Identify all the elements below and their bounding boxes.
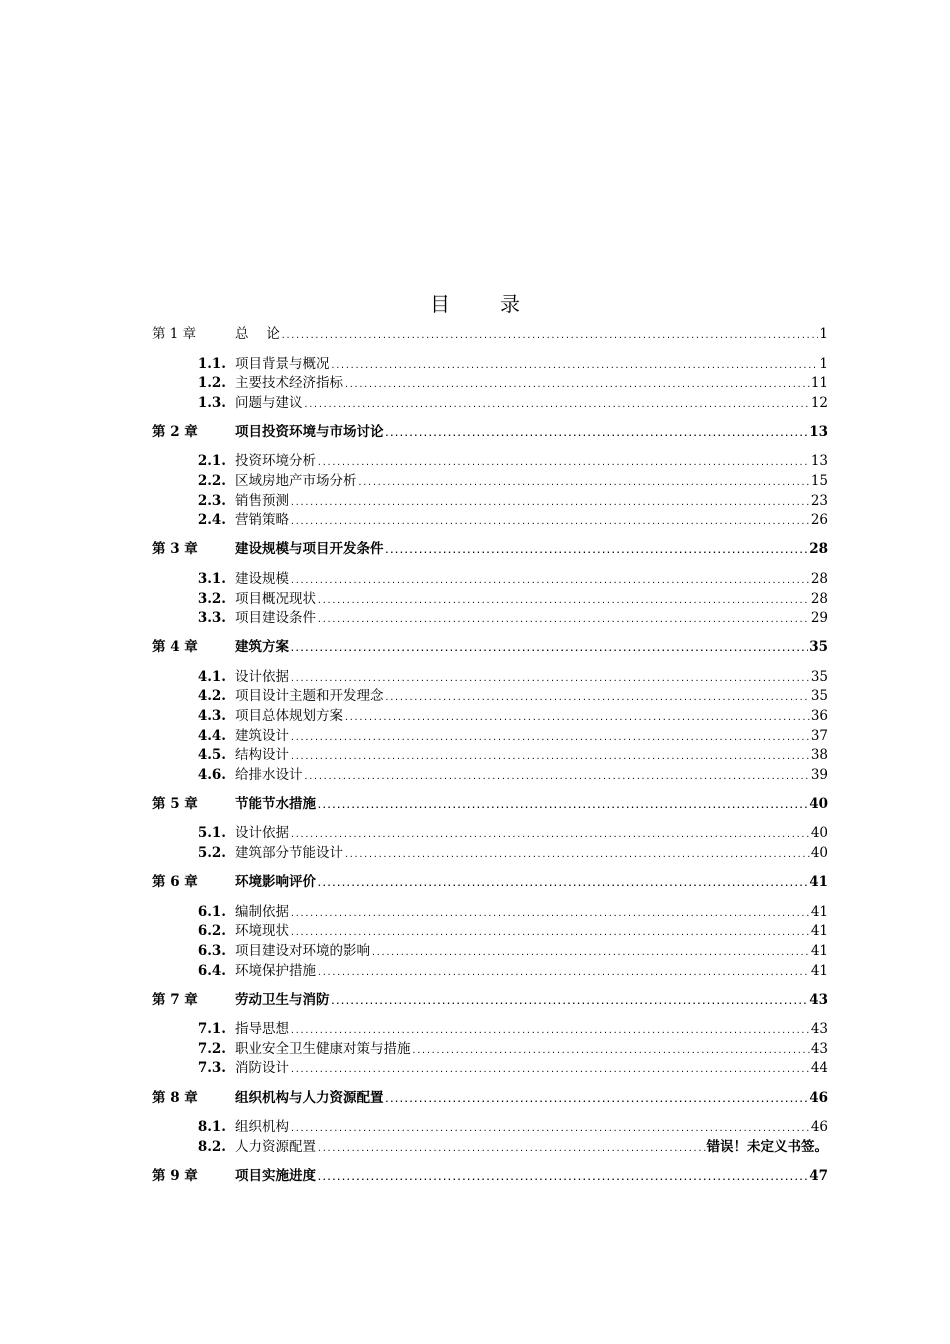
toc-section-number: 2.1. <box>197 453 226 470</box>
toc-section-number: 2.4. <box>197 512 226 529</box>
toc-section-row[interactable] <box>152 394 828 414</box>
toc-page-number: 40 <box>809 795 828 812</box>
toc-page-number: 38 <box>810 747 828 764</box>
toc-section-number: 4.4. <box>197 727 226 744</box>
toc-dot-leader <box>344 708 810 728</box>
toc-dot-leader <box>331 356 819 376</box>
toc-dot-leader <box>317 1168 808 1188</box>
toc-chapter-row[interactable] <box>152 1167 828 1187</box>
toc-section-number: 1.1. <box>197 355 226 372</box>
toc-section-row[interactable] <box>152 1059 828 1079</box>
toc-section-number: 5.1. <box>197 825 226 842</box>
toc-section-number: 4.1. <box>197 668 226 685</box>
toc-section-title: 投资环境分析 <box>235 453 316 470</box>
toc-section-number: 4.5. <box>197 747 226 764</box>
toc-section-title: 问题与建议 <box>235 394 303 411</box>
toc-chapter-title: 项目实施进度 <box>235 1167 316 1184</box>
toc-dot-leader <box>317 453 810 473</box>
toc-dot-leader <box>281 326 819 346</box>
toc-page-number: 12 <box>810 394 828 411</box>
toc-section-row[interactable] <box>152 707 828 727</box>
toc-section-number: 7.3. <box>197 1060 226 1077</box>
toc-section-number: 8.1. <box>197 1119 226 1136</box>
toc-chapter-title: 总 论 <box>235 326 280 342</box>
toc-section-number: 4.3. <box>197 708 226 724</box>
toc-section-title: 销售预测 <box>235 492 289 509</box>
toc-section-row[interactable] <box>152 824 828 844</box>
toc-section-row[interactable] <box>152 903 828 923</box>
toc-section-number: 5.2. <box>197 845 226 862</box>
toc-chapter-number: 第 1 章 <box>152 326 197 342</box>
toc-dot-leader <box>290 493 810 513</box>
toc-dot-leader <box>290 1060 810 1080</box>
toc-section-number: 3.1. <box>197 570 226 587</box>
toc-section-title: 结构设计 <box>235 747 289 764</box>
toc-page-number: 47 <box>809 1167 828 1184</box>
toc-page-number: 40 <box>810 825 828 842</box>
toc-section-number: 6.3. <box>197 942 226 959</box>
toc-section-row[interactable] <box>152 766 828 786</box>
toc-dot-leader <box>290 512 810 532</box>
toc-section-title: 建筑设计 <box>235 727 289 744</box>
toc-dot-leader <box>304 767 810 787</box>
toc-dot-leader <box>304 395 810 415</box>
toc-page-number: 28 <box>810 570 828 587</box>
toc-dot-leader <box>412 1041 810 1061</box>
toc-section-row[interactable] <box>152 942 828 962</box>
toc-section-number: 6.4. <box>197 962 226 979</box>
toc-section-number: 4.2. <box>197 688 226 705</box>
toc-chapter-row[interactable] <box>152 638 828 658</box>
toc-section-row[interactable] <box>152 922 828 942</box>
toc-dot-leader <box>290 825 810 845</box>
toc-section-title: 设计依据 <box>235 825 289 842</box>
toc-dot-leader <box>317 963 810 983</box>
toc-chapter-row[interactable] <box>152 991 828 1011</box>
toc-section-title: 消防设计 <box>235 1060 289 1077</box>
toc-section-row[interactable] <box>152 492 828 512</box>
toc-dot-leader <box>317 874 808 894</box>
toc-dot-leader <box>385 1090 809 1110</box>
toc-section-number: 4.6. <box>197 766 226 783</box>
toc-page-number: 39 <box>810 766 828 783</box>
toc-section-title: 项目背景与概况 <box>235 355 330 372</box>
toc-chapter-row[interactable] <box>152 325 828 345</box>
toc-heading-char-2: 录 <box>500 292 520 316</box>
toc-section-number: 3.3. <box>197 610 226 627</box>
toc-page-number: 41 <box>810 923 828 940</box>
toc-dot-leader <box>317 1139 706 1159</box>
toc-section-title: 给排水设计 <box>235 766 303 783</box>
toc-dot-leader <box>290 669 810 689</box>
toc-section-title: 区域房地产市场分析 <box>235 473 357 490</box>
toc-section-title: 职业安全卫生健康对策与措施 <box>235 1040 411 1057</box>
toc-dot-leader <box>317 610 810 630</box>
toc-section-row[interactable] <box>152 1040 828 1060</box>
toc-page-number: 37 <box>810 727 828 744</box>
toc-chapter-number: 第 8 章 <box>152 1089 198 1106</box>
toc-chapter-title: 项目投资环境与市场讨论 <box>235 423 384 440</box>
toc-section-number: 1.3. <box>197 394 226 411</box>
toc-dot-leader <box>290 923 810 943</box>
table-of-contents <box>152 325 828 1186</box>
toc-section-row[interactable] <box>152 962 828 982</box>
toc-section-row[interactable] <box>152 746 828 766</box>
toc-page-number: 28 <box>809 541 828 558</box>
toc-section-title: 项目建设对环境的影响 <box>235 942 370 959</box>
toc-section-number: 2.2. <box>197 473 226 490</box>
toc-dot-leader <box>317 796 808 816</box>
toc-section-number: 7.2. <box>197 1040 226 1057</box>
toc-page-number: 44 <box>810 1060 828 1077</box>
toc-page-number: 36 <box>810 708 828 724</box>
toc-page-number: 11 <box>810 375 828 392</box>
toc-page-number: 43 <box>809 991 828 1008</box>
toc-section-number: 7.1. <box>197 1021 226 1038</box>
toc-page-number: 43 <box>810 1021 828 1038</box>
toc-section-title: 建筑部分节能设计 <box>235 845 343 862</box>
toc-section-number: 2.3. <box>197 492 226 509</box>
toc-chapter-row[interactable] <box>152 1089 828 1109</box>
toc-section-number: 1.2. <box>197 375 226 392</box>
toc-dot-leader <box>385 688 810 708</box>
toc-section-title: 项目建设条件 <box>235 610 316 627</box>
toc-section-title: 建设规模 <box>235 570 289 587</box>
toc-chapter-number: 第 7 章 <box>152 991 198 1008</box>
toc-page-number: 1 <box>819 355 828 372</box>
toc-section-row[interactable] <box>152 1118 828 1138</box>
toc-page-error: 错误！未定义书签。 <box>706 1138 828 1155</box>
toc-dot-leader <box>344 375 810 395</box>
toc-section-row[interactable] <box>152 511 828 531</box>
toc-section-title: 编制依据 <box>235 903 289 920</box>
toc-page-number: 41 <box>810 962 828 979</box>
toc-dot-leader <box>385 541 809 561</box>
toc-section-number: 6.2. <box>197 923 226 940</box>
toc-section-number: 8.2. <box>197 1138 226 1155</box>
toc-heading <box>0 288 950 317</box>
toc-chapter-row[interactable] <box>152 795 828 815</box>
toc-page-number: 35 <box>809 639 828 656</box>
toc-dot-leader <box>317 591 810 611</box>
toc-chapter-title: 节能节水措施 <box>235 795 316 812</box>
toc-page-number: 46 <box>810 1119 828 1136</box>
toc-section-title: 项目总体规划方案 <box>235 708 343 724</box>
toc-section-row[interactable] <box>152 472 828 492</box>
toc-chapter-number: 第 5 章 <box>152 795 198 812</box>
toc-page-number: 40 <box>810 845 828 862</box>
toc-dot-leader <box>385 424 809 444</box>
toc-section-title: 主要技术经济指标 <box>235 375 343 392</box>
toc-section-row[interactable] <box>152 355 828 375</box>
toc-section-row[interactable] <box>152 727 828 747</box>
toc-section-title: 设计依据 <box>235 668 289 685</box>
toc-section-row[interactable] <box>152 374 828 394</box>
toc-section-title: 环境现状 <box>235 923 289 940</box>
toc-chapter-number: 第 2 章 <box>152 423 198 440</box>
toc-section-title: 项目设计主题和开发理念 <box>235 688 384 705</box>
toc-section-row[interactable] <box>152 570 828 590</box>
toc-page-number: 35 <box>810 688 828 705</box>
toc-chapter-row[interactable] <box>152 423 828 443</box>
toc-dot-leader <box>290 747 810 767</box>
toc-chapter-title: 建设规模与项目开发条件 <box>235 541 384 558</box>
toc-section-title: 营销策略 <box>235 512 289 529</box>
toc-dot-leader <box>290 639 808 659</box>
toc-heading-char-1: 目 <box>430 292 450 316</box>
toc-dot-leader <box>290 571 810 591</box>
toc-dot-leader <box>290 1021 810 1041</box>
toc-page-number: 35 <box>810 668 828 685</box>
toc-page-number: 13 <box>810 453 828 470</box>
toc-chapter-number: 第 3 章 <box>152 541 198 558</box>
toc-chapter-number: 第 6 章 <box>152 874 198 891</box>
toc-dot-leader <box>371 943 810 963</box>
toc-chapter-row[interactable] <box>152 873 828 893</box>
toc-dot-leader <box>290 1119 810 1139</box>
toc-chapter-number: 第 4 章 <box>152 639 198 656</box>
toc-section-row[interactable] <box>152 844 828 864</box>
toc-page-number: 1 <box>819 326 828 342</box>
toc-section-title: 人力资源配置 <box>235 1138 316 1155</box>
toc-page-number: 41 <box>809 874 828 891</box>
toc-section-row[interactable] <box>152 452 828 472</box>
toc-chapter-number: 第 9 章 <box>152 1167 198 1184</box>
toc-chapter-title: 组织机构与人力资源配置 <box>235 1089 384 1106</box>
toc-chapter-title: 环境影响评价 <box>235 874 316 891</box>
toc-dot-leader <box>344 845 810 865</box>
toc-page-number: 29 <box>810 610 828 627</box>
toc-chapter-title: 建筑方案 <box>235 639 289 656</box>
toc-section-row[interactable] <box>152 590 828 610</box>
toc-page-number: 43 <box>810 1040 828 1057</box>
toc-section-title: 环境保护措施 <box>235 962 316 979</box>
toc-section-title: 指导思想 <box>235 1021 289 1038</box>
toc-chapter-row[interactable] <box>152 540 828 560</box>
toc-dot-leader <box>331 992 809 1012</box>
toc-section-number: 3.2. <box>197 590 226 607</box>
toc-dot-leader <box>290 904 810 924</box>
toc-dot-leader <box>358 473 810 493</box>
toc-page-number: 13 <box>809 423 828 440</box>
toc-section-title: 组织机构 <box>235 1119 289 1136</box>
toc-section-row[interactable] <box>152 1138 828 1158</box>
toc-page-number: 41 <box>810 903 828 920</box>
toc-page-number: 46 <box>809 1089 828 1106</box>
toc-section-row[interactable] <box>152 687 828 707</box>
toc-dot-leader <box>290 728 810 748</box>
toc-section-row[interactable] <box>152 609 828 629</box>
toc-chapter-title: 劳动卫生与消防 <box>235 991 330 1008</box>
toc-section-number: 6.1. <box>197 903 226 920</box>
toc-section-title: 项目概况现状 <box>235 590 316 607</box>
toc-section-row[interactable] <box>152 668 828 688</box>
toc-page-number: 15 <box>810 473 828 490</box>
toc-page-number: 26 <box>810 512 828 529</box>
toc-page-number: 41 <box>810 942 828 959</box>
toc-section-row[interactable] <box>152 1020 828 1040</box>
toc-page-number: 28 <box>810 590 828 607</box>
toc-page-number: 23 <box>810 492 828 509</box>
